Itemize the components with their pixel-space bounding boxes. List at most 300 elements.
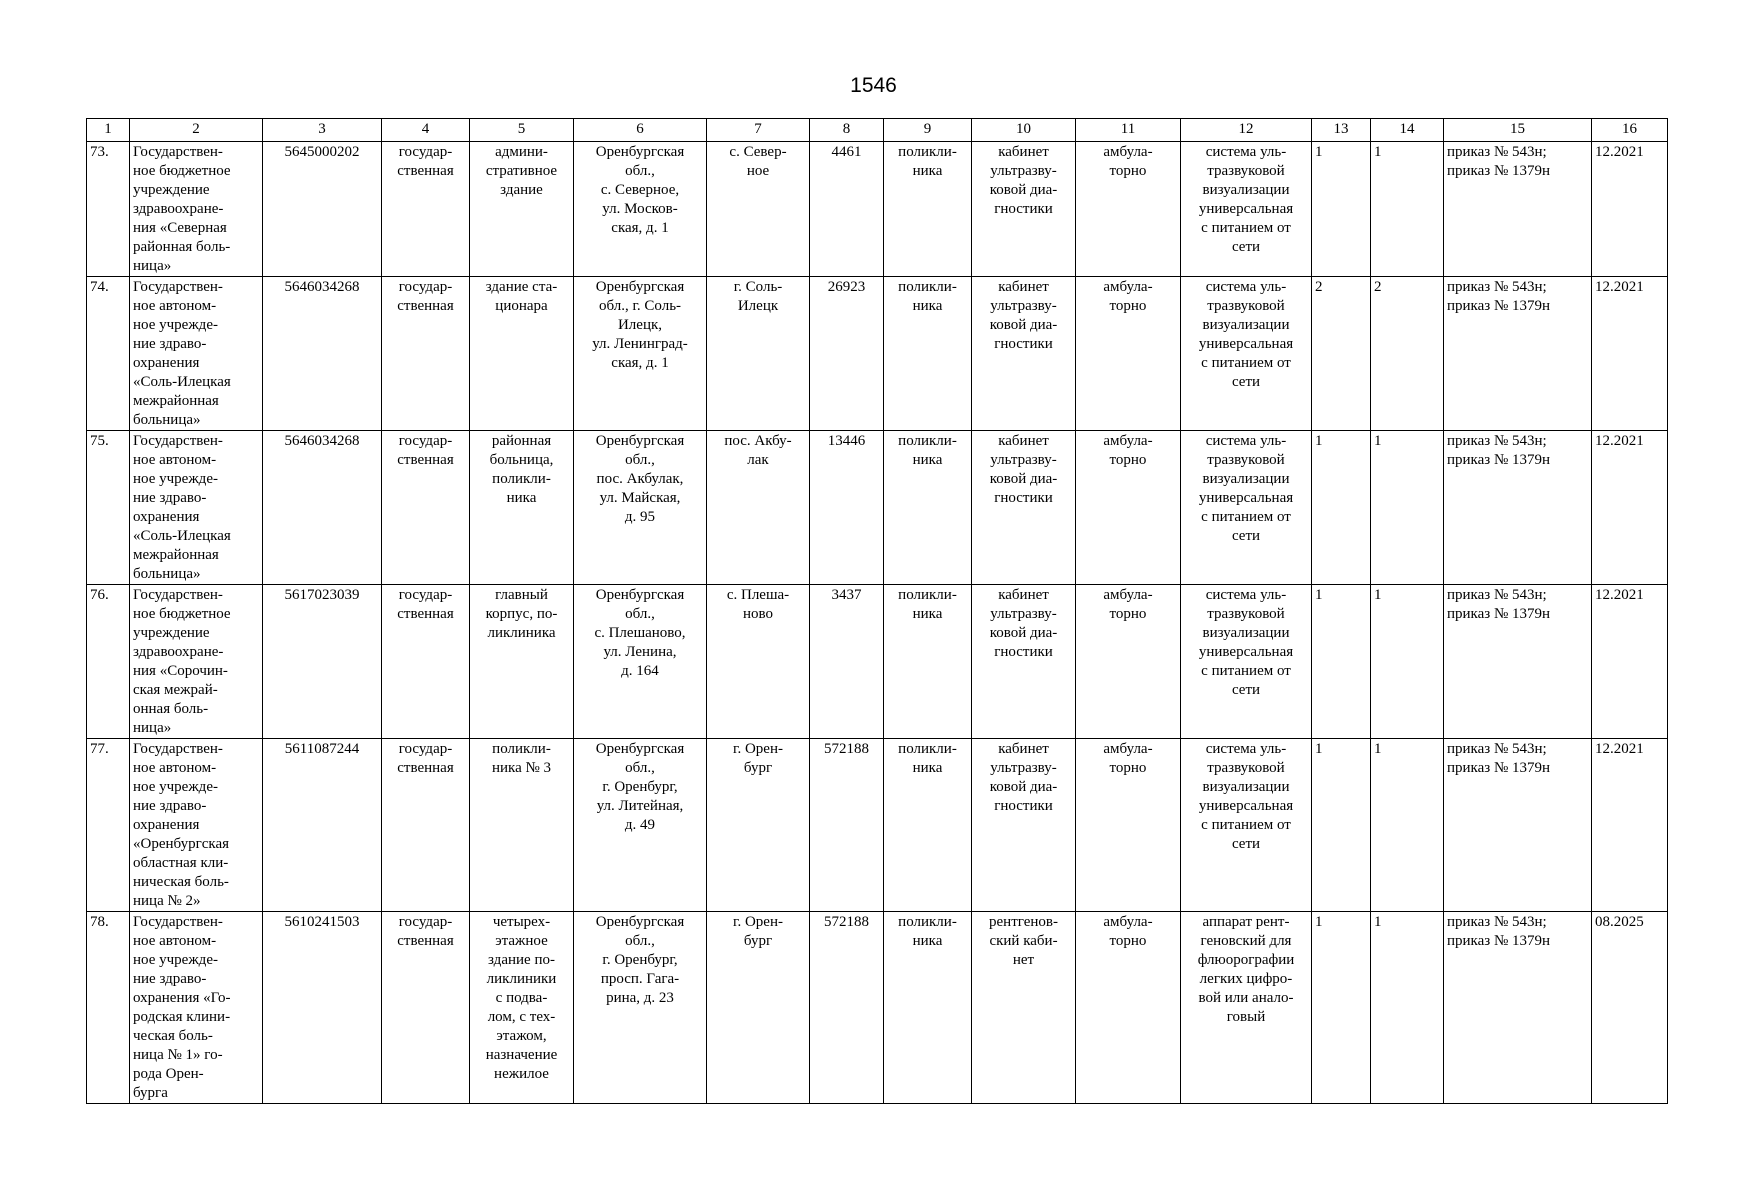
table-row (87, 277, 1668, 431)
building-type-line: ника (506, 490, 537, 506)
organization-name-line: ния «Сорочин- (133, 663, 228, 679)
facility-type-line: поликли- (898, 144, 957, 160)
row-number-cell: 77. (87, 739, 130, 912)
organization-name-line: здравоохране- (133, 644, 224, 660)
locality-line: г. Орен- (733, 741, 783, 757)
column-header-10: 10 (972, 119, 1076, 142)
building-type-line: здание (500, 182, 543, 198)
date-cell: 12.2021 (1592, 277, 1668, 431)
date-cell: 12.2021 (1592, 739, 1668, 912)
quantity-col-13-cell: 2 (1312, 277, 1371, 431)
date-cell: 08.2025 (1592, 912, 1668, 1104)
room-type-cell (972, 912, 1076, 1104)
organization-name-line: Государствен- (133, 144, 223, 160)
room-type-line: ультразву- (990, 606, 1057, 622)
address-line: обл., (625, 452, 655, 468)
facility-type-line: поликли- (898, 741, 957, 757)
population-cell: 572188 (810, 912, 884, 1104)
address-line: Оренбургская (595, 433, 685, 449)
care-form-line: торно (1109, 933, 1147, 949)
address-line: ул. Литейная, (596, 798, 684, 814)
column-header-9: 9 (884, 119, 972, 142)
ownership-form-line: ственная (397, 933, 454, 949)
facility-type-line: поликли- (898, 587, 957, 603)
population-cell: 4461 (810, 142, 884, 277)
row-number-cell: 78. (87, 912, 130, 1104)
inn-code-cell: 5610241503 (263, 912, 382, 1104)
legal-basis-cell (1444, 739, 1592, 912)
room-type-line: кабинет (998, 433, 1049, 449)
organization-name-line: межрайонная (133, 393, 219, 409)
ownership-form-line: государ- (398, 587, 453, 603)
equipment-line: тразвуковой (1207, 452, 1285, 468)
equipment-cell (1181, 431, 1312, 585)
care-form-line: амбула- (1103, 914, 1153, 930)
room-type-line: кабинет (998, 144, 1049, 160)
column-header-11: 11 (1076, 119, 1181, 142)
address-line: Оренбургская (595, 741, 685, 757)
equipment-line: сети (1231, 682, 1261, 698)
facility-type-cell (884, 142, 972, 277)
legal-basis-cell (1444, 431, 1592, 585)
locality-line: г. Соль- (733, 279, 783, 295)
locality-line: Илецк (737, 298, 779, 314)
ownership-form-line: ственная (397, 298, 454, 314)
legal-basis-cell (1444, 585, 1592, 739)
facility-type-cell (884, 739, 972, 912)
facility-type-line: поликли- (898, 433, 957, 449)
address-line: обл., (625, 933, 655, 949)
address-line: Илецк, (617, 317, 663, 333)
organization-name-line: ние здраво- (133, 798, 207, 814)
inn-code-cell: 5611087244 (263, 739, 382, 912)
legal-basis-line: приказ № 1379н (1447, 452, 1551, 468)
locality-line: бург (743, 933, 773, 949)
equipment-line: визуализации (1202, 317, 1290, 333)
ownership-form-line: ственная (397, 606, 454, 622)
address-cell (574, 912, 707, 1104)
building-type-line: назначение (485, 1047, 558, 1063)
address-cell (574, 431, 707, 585)
room-type-line: ковой диа- (989, 182, 1058, 198)
equipment-line: система уль- (1205, 144, 1287, 160)
legal-basis-line: приказ № 543н; (1447, 433, 1547, 449)
equipment-line: с питанием от (1201, 663, 1291, 679)
population-cell: 572188 (810, 739, 884, 912)
organization-name-line: ное учрежде- (133, 779, 218, 795)
organization-name-line: ное учрежде- (133, 471, 218, 487)
locality-cell (707, 912, 810, 1104)
address-line: ул. Москов- (602, 201, 678, 217)
building-type-line: стративное (485, 163, 558, 179)
equipment-cell (1181, 142, 1312, 277)
organization-name-cell (130, 142, 263, 277)
address-line: с. Северное, (600, 182, 680, 198)
legal-basis-cell (1444, 912, 1592, 1104)
organization-name-cell (130, 431, 263, 585)
locality-cell (707, 142, 810, 277)
organization-name-line: ное учрежде- (133, 317, 218, 333)
address-line: Оренбургская (595, 144, 685, 160)
inn-code-cell: 5645000202 (263, 142, 382, 277)
facility-type-cell (884, 277, 972, 431)
address-line: рина, д. 23 (606, 990, 674, 1006)
column-header-12: 12 (1181, 119, 1312, 142)
address-line: с. Плешаново, (594, 625, 686, 641)
building-type-line: ликлиники (486, 971, 557, 987)
quantity-col-13-cell: 1 (1312, 431, 1371, 585)
building-type-line: поликли- (492, 741, 551, 757)
quantity-col-14-cell: 2 (1371, 277, 1444, 431)
quantity-col-14-cell: 1 (1371, 142, 1444, 277)
legal-basis-line: приказ № 543н; (1447, 741, 1547, 757)
facility-type-cell (884, 912, 972, 1104)
organization-name-line: ческая боль- (133, 1028, 213, 1044)
room-type-line: нет (1012, 952, 1035, 968)
equipment-line: визуализации (1202, 471, 1290, 487)
care-form-line: амбула- (1103, 279, 1153, 295)
column-header-15: 15 (1444, 119, 1592, 142)
locality-line: бург (743, 760, 773, 776)
equipment-line: сети (1231, 374, 1261, 390)
column-header-3: 3 (263, 119, 382, 142)
legal-basis-line: приказ № 543н; (1447, 144, 1547, 160)
facility-type-line: ника (912, 760, 943, 776)
room-type-line: ковой диа- (989, 779, 1058, 795)
care-form-cell (1076, 142, 1181, 277)
facility-type-line: ника (912, 298, 943, 314)
building-type-line: здание по- (488, 952, 555, 968)
organization-name-line: здравоохране- (133, 201, 224, 217)
row-number-cell: 75. (87, 431, 130, 585)
organization-name-line: ница» (133, 258, 172, 274)
address-line: ул. Ленинград- (592, 336, 688, 352)
room-type-line: гностики (994, 336, 1053, 352)
organization-name-line: рода Орен- (133, 1066, 204, 1082)
address-cell (574, 585, 707, 739)
room-type-line: ультразву- (990, 163, 1057, 179)
locality-line: пос. Акбу- (724, 433, 792, 449)
building-type-line: районная (491, 433, 552, 449)
organization-name-line: ние здраво- (133, 971, 207, 987)
equipment-line: вой или анало- (1198, 990, 1294, 1006)
address-line: д. 49 (624, 817, 656, 833)
equipment-line: флюорографии (1197, 952, 1295, 968)
building-type-line: ционара (495, 298, 548, 314)
room-type-cell (972, 585, 1076, 739)
organization-name-line: бурга (133, 1085, 168, 1101)
quantity-col-14-cell: 1 (1371, 431, 1444, 585)
organization-name-line: ническая боль- (133, 874, 229, 890)
organization-name-line: учреждение (133, 182, 210, 198)
facility-type-line: ника (912, 163, 943, 179)
equipment-line: универсальная (1198, 336, 1294, 352)
locality-cell (707, 431, 810, 585)
organization-name-line: «Соль-Илецкая (133, 528, 231, 544)
ownership-form-cell (382, 142, 470, 277)
table-row (87, 912, 1668, 1104)
organization-name-cell (130, 739, 263, 912)
care-form-line: торно (1109, 452, 1147, 468)
building-type-cell (470, 142, 574, 277)
facility-type-line: ника (912, 452, 943, 468)
equipment-cell (1181, 739, 1312, 912)
column-header-6: 6 (574, 119, 707, 142)
legal-basis-line: приказ № 1379н (1447, 606, 1551, 622)
locality-line: ново (742, 606, 773, 622)
locality-line: с. Север- (729, 144, 787, 160)
address-line: г. Оренбург, (602, 779, 678, 795)
building-type-cell (470, 739, 574, 912)
organization-name-line: ное автоном- (133, 452, 217, 468)
care-form-line: торно (1109, 163, 1147, 179)
table-row (87, 431, 1668, 585)
organization-name-line: ница № 1» го- (133, 1047, 223, 1063)
equipment-line: сети (1231, 239, 1261, 255)
quantity-col-14-cell: 1 (1371, 739, 1444, 912)
legal-basis-line: приказ № 543н; (1447, 914, 1547, 930)
organization-name-line: ное бюджетное (133, 606, 231, 622)
population-cell: 13446 (810, 431, 884, 585)
organization-name-line: ние здраво- (133, 336, 207, 352)
legal-basis-cell (1444, 142, 1592, 277)
equipment-line: с питанием от (1201, 817, 1291, 833)
locality-line: г. Орен- (733, 914, 783, 930)
organization-name-line: Государствен- (133, 741, 223, 757)
building-type-cell (470, 585, 574, 739)
building-type-line: нежилое (494, 1066, 549, 1082)
ownership-form-line: ственная (397, 163, 454, 179)
organization-name-line: охранения (133, 355, 200, 371)
ownership-form-line: ственная (397, 452, 454, 468)
organization-name-line: больница» (133, 566, 201, 582)
room-type-cell (972, 431, 1076, 585)
address-cell (574, 142, 707, 277)
organization-name-line: ница» (133, 720, 172, 736)
ownership-form-line: ственная (397, 760, 454, 776)
facility-type-line: поликли- (898, 279, 957, 295)
room-type-line: ультразву- (990, 298, 1057, 314)
care-form-line: торно (1109, 298, 1147, 314)
equipment-cell (1181, 912, 1312, 1104)
organization-name-line: ница № 2» (133, 893, 201, 909)
organization-name-line: «Оренбургская (133, 836, 230, 852)
date-cell: 12.2021 (1592, 585, 1668, 739)
address-line: д. 95 (624, 509, 656, 525)
organization-name-line: охранения (133, 817, 200, 833)
equipment-line: сети (1231, 836, 1261, 852)
care-form-line: амбула- (1103, 144, 1153, 160)
room-type-line: гностики (994, 644, 1053, 660)
care-form-cell (1076, 585, 1181, 739)
ownership-form-cell (382, 912, 470, 1104)
address-line: д. 164 (621, 663, 659, 679)
header-row (87, 119, 1668, 142)
organization-name-line: ние здраво- (133, 490, 207, 506)
organization-name-line: «Соль-Илецкая (133, 374, 231, 390)
page-number: 1546 (850, 74, 897, 97)
building-type-line: этажное (495, 933, 548, 949)
locality-line: с. Плеша- (726, 587, 790, 603)
address-line: пос. Акбулак, (596, 471, 684, 487)
date-cell: 12.2021 (1592, 431, 1668, 585)
building-type-line: ликлиника (487, 625, 556, 641)
column-header-13: 13 (1312, 119, 1371, 142)
legal-basis-line: приказ № 1379н (1447, 163, 1551, 179)
equipment-line: универсальная (1198, 798, 1294, 814)
inn-code-cell: 5646034268 (263, 277, 382, 431)
equipment-line: система уль- (1205, 279, 1287, 295)
care-form-cell (1076, 277, 1181, 431)
building-type-line: поликли- (492, 471, 551, 487)
column-header-14: 14 (1371, 119, 1444, 142)
locality-line: ное (746, 163, 770, 179)
ownership-form-line: государ- (398, 279, 453, 295)
column-header-5: 5 (470, 119, 574, 142)
organization-name-line: ное автоном- (133, 298, 217, 314)
building-type-line: главный (495, 587, 548, 603)
ownership-form-cell (382, 739, 470, 912)
inn-code-cell: 5617023039 (263, 585, 382, 739)
quantity-col-14-cell: 1 (1371, 912, 1444, 1104)
room-type-line: гностики (994, 490, 1053, 506)
organization-name-cell (130, 277, 263, 431)
quantity-col-13-cell: 1 (1312, 585, 1371, 739)
table-row (87, 585, 1668, 739)
room-type-line: гностики (994, 201, 1053, 217)
equipment-line: аппарат рент- (1202, 914, 1290, 930)
care-form-cell (1076, 739, 1181, 912)
care-form-line: амбула- (1103, 587, 1153, 603)
organization-name-line: родская клини- (133, 1009, 231, 1025)
equipment-line: говый (1226, 1009, 1266, 1025)
building-type-cell (470, 912, 574, 1104)
organization-name-line: Государствен- (133, 914, 223, 930)
column-header-16: 16 (1592, 119, 1668, 142)
organization-name-line: ное автоном- (133, 760, 217, 776)
organization-name-line: охранения «Го- (133, 990, 231, 1006)
facility-type-line: ника (912, 933, 943, 949)
legal-basis-line: приказ № 1379н (1447, 298, 1551, 314)
facility-type-cell (884, 431, 972, 585)
population-cell: 26923 (810, 277, 884, 431)
row-number-cell: 73. (87, 142, 130, 277)
address-line: ская, д. 1 (611, 355, 669, 371)
address-line: Оренбургская (595, 279, 685, 295)
care-form-line: амбула- (1103, 433, 1153, 449)
ownership-form-cell (382, 585, 470, 739)
locality-cell (707, 585, 810, 739)
organization-name-line: ное бюджетное (133, 163, 231, 179)
ownership-form-line: государ- (398, 433, 453, 449)
equipment-line: геновский для (1200, 933, 1292, 949)
locality-cell (707, 739, 810, 912)
organization-name-line: районная боль- (133, 239, 231, 255)
building-type-cell (470, 277, 574, 431)
ownership-form-line: государ- (398, 914, 453, 930)
organization-name-line: охранения (133, 509, 200, 525)
column-header-4: 4 (382, 119, 470, 142)
population-cell: 3437 (810, 585, 884, 739)
organization-name-line: учреждение (133, 625, 210, 641)
organization-name-line: больница» (133, 412, 201, 428)
ownership-form-line: государ- (398, 144, 453, 160)
equipment-line: универсальная (1198, 644, 1294, 660)
room-type-line: кабинет (998, 279, 1049, 295)
organization-name-line: Государствен- (133, 279, 223, 295)
building-type-cell (470, 431, 574, 585)
legal-basis-line: приказ № 1379н (1447, 760, 1551, 776)
legal-basis-line: приказ № 543н; (1447, 587, 1547, 603)
care-form-line: амбула- (1103, 741, 1153, 757)
equipment-cell (1181, 585, 1312, 739)
organization-name-line: ное учрежде- (133, 952, 218, 968)
building-type-line: корпус, по- (485, 606, 558, 622)
address-cell (574, 277, 707, 431)
equipment-line: с питанием от (1201, 509, 1291, 525)
address-line: обл., г. Соль- (598, 298, 682, 314)
equipment-line: система уль- (1205, 587, 1287, 603)
room-type-line: рентгенов- (989, 914, 1058, 930)
organization-name-cell (130, 912, 263, 1104)
column-header-8: 8 (810, 119, 884, 142)
address-line: Оренбургская (595, 587, 685, 603)
building-type-line: лом, с тех- (487, 1009, 556, 1025)
legal-basis-line: приказ № 543н; (1447, 279, 1547, 295)
room-type-line: ультразву- (990, 452, 1057, 468)
building-type-line: здание ста- (485, 279, 558, 295)
organization-name-line: ская межрай- (133, 682, 218, 698)
building-type-line: админи- (495, 144, 548, 160)
address-line: просп. Гага- (600, 971, 680, 987)
locality-cell (707, 277, 810, 431)
row-number-cell: 74. (87, 277, 130, 431)
room-type-line: ский каби- (989, 933, 1058, 949)
equipment-line: тразвуковой (1207, 163, 1285, 179)
inn-code-cell: 5646034268 (263, 431, 382, 585)
facility-type-line: ника (912, 606, 943, 622)
ownership-form-cell (382, 431, 470, 585)
building-type-line: четырех- (492, 914, 551, 930)
room-type-line: ковой диа- (989, 317, 1058, 333)
equipment-line: система уль- (1205, 741, 1287, 757)
legal-basis-cell (1444, 277, 1592, 431)
locality-line: лак (747, 452, 769, 468)
building-type-line: этажом, (496, 1028, 547, 1044)
address-line: г. Оренбург, (602, 952, 678, 968)
address-line: обл., (625, 760, 655, 776)
care-form-cell (1076, 912, 1181, 1104)
equipment-line: визуализации (1202, 779, 1290, 795)
column-header-7: 7 (707, 119, 810, 142)
organization-name-line: ния «Северная (133, 220, 227, 236)
equipment-cell (1181, 277, 1312, 431)
room-type-cell (972, 142, 1076, 277)
room-type-cell (972, 277, 1076, 431)
equipment-line: визуализации (1202, 182, 1290, 198)
care-form-line: торно (1109, 606, 1147, 622)
column-header-2: 2 (130, 119, 263, 142)
room-type-line: гностики (994, 798, 1053, 814)
equipment-line: тразвуковой (1207, 760, 1285, 776)
date-cell: 12.2021 (1592, 142, 1668, 277)
building-type-line: ника № 3 (491, 760, 552, 776)
care-form-line: торно (1109, 760, 1147, 776)
organization-name-line: ное автоном- (133, 933, 217, 949)
quantity-col-13-cell: 1 (1312, 142, 1371, 277)
equipment-line: тразвуковой (1207, 298, 1285, 314)
equipment-line: легких цифро- (1199, 971, 1293, 987)
